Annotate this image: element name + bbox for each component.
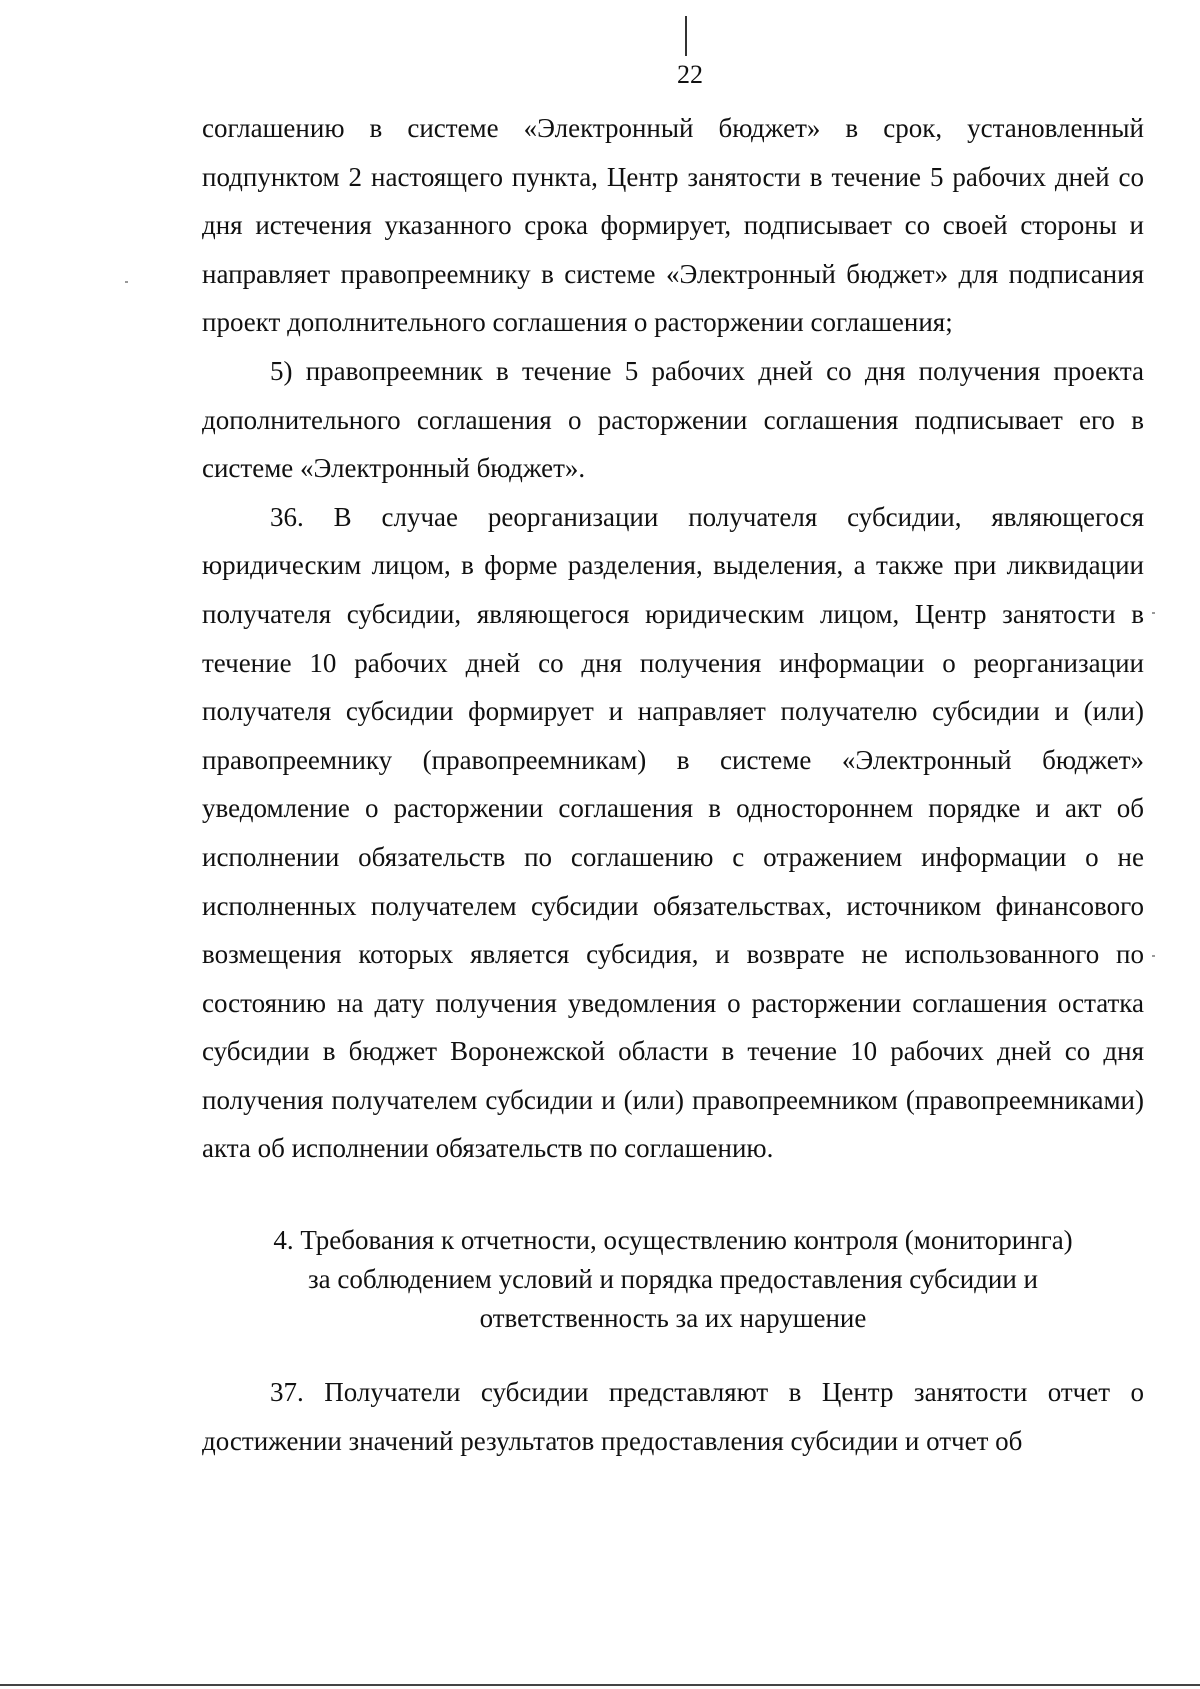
- section-heading: [202, 1221, 1144, 1338]
- paragraph-37: 37. Получатели субсидии представляют в Центр занятости отчет о достижении значений результатов предоставления субсидии и отчет об: [202, 1377, 1144, 1456]
- scan-artifact: [125, 281, 128, 283]
- paragraph-item-5: 5) правопреемник в течение 5 рабочих дней со дня получения проекта дополнительного соглашения о расторжении соглашения подписывает его в системе «Электронный бюджет».: [202, 355, 1144, 484]
- section-heading-line-3: ответственность за их нарушение: [479, 1303, 867, 1334]
- section-heading-line-2: за соблюдением условий и порядка предоставления субсидии и: [307, 1264, 1039, 1295]
- page-bottom-edge: [0, 1684, 1200, 1686]
- page-edge-mark: [685, 16, 687, 56]
- section-heading-line-1: 4. Требования к отчетности, осуществлению контроля (мониторинга): [273, 1225, 1073, 1256]
- page-number: 22: [677, 60, 703, 89]
- scan-artifact: [1152, 612, 1155, 614]
- scan-artifact: [1152, 955, 1155, 957]
- document-body: [202, 104, 1144, 1465]
- paragraph-36: 36. В случае реорганизации получателя субсидии, являющегося юридическим лицом, в форме разделения, выделения, а также при ликвидации получателя субсидии, являющегося юридическим лицом, Центр занятости в течение 10 рабочих дней со дня получения информации о реорганизации получателя субсидии формирует и направляет получателю субсидии и (или) правопреемнику (правопреемникам) в системе «Электронный бюджет» уведомление о расторжении соглашения в одностороннем порядке и акт об исполнении обязательств по соглашению с отражением информации о не исполненных получателем субсидии обязательствах, источником финансового возмещения которых является субсидия, и возврате не использованного по состоянию на дату получения уведомления о расторжении соглашения остатка субсидии в бюджет Воронежской области в течение 10 рабочих дней со дня получения получателем субсидии и (или) правопреемником (правопреемниками) акта об исполнении обязательств по соглашению.: [202, 501, 1144, 1164]
- paragraph-continuation: соглашению в системе «Электронный бюджет» в срок, установленный подпунктом 2 настоящего пункта, Центр занятости в течение 5 рабочих дней со дня истечения указанного срока формирует, подписывает со своей стороны и направляет правопреемнику в системе «Электронный бюджет» для подписания проект дополнительного соглашения о расторжении соглашения;: [202, 113, 1144, 338]
